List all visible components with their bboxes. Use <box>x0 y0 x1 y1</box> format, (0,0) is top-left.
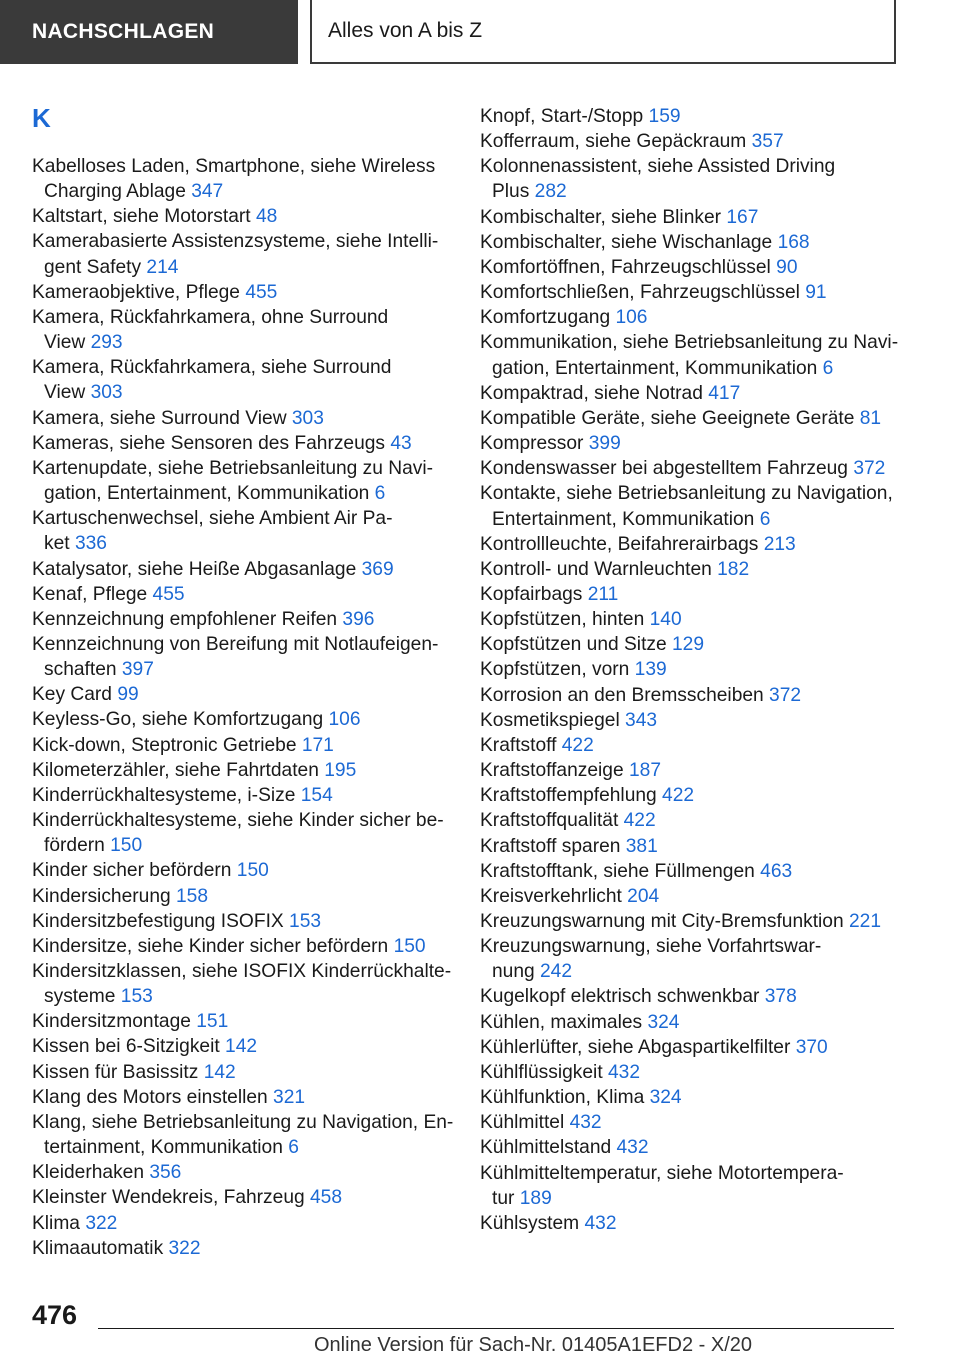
footer-divider <box>98 1328 894 1329</box>
entry-text: systeme <box>44 986 121 1008</box>
section-tab[interactable]: NACHSCHLAGEN <box>0 0 298 64</box>
page-reference-link[interactable]: 150 <box>110 835 143 857</box>
entry-text: Kombischalter, siehe Wischanlage <box>480 231 778 253</box>
page-reference-link[interactable]: 303 <box>291 407 324 429</box>
index-entry <box>32 783 452 808</box>
index-entry <box>32 858 452 883</box>
entry-text: Kopfstützen, vorn <box>480 659 635 681</box>
index-column-right <box>480 104 910 1236</box>
index-entry <box>480 230 910 255</box>
index-entry <box>32 1211 452 1236</box>
page-reference-link[interactable]: 139 <box>634 659 667 681</box>
entry-text: Kopfstützen und Sitze <box>480 634 672 656</box>
entry-text: Kameraobjektive, Pflege <box>32 281 246 303</box>
entry-text: Kosmetikspiegel <box>480 709 626 731</box>
index-entry <box>480 129 910 154</box>
entry-text: Kontakte, siehe Betriebsanleitung zu Navigation, <box>480 483 893 505</box>
entry-text: Kraftstoffanzeige <box>480 760 629 782</box>
entry-text: Komfortöffnen, Fahrzeugschlüssel <box>480 256 777 278</box>
index-entry <box>32 758 452 783</box>
index-entry <box>480 632 910 657</box>
entry-text: Kommunikation, siehe Betriebsanleitung zu Navi- <box>480 332 899 354</box>
chapter-title: Alles von A bis Z <box>310 0 896 64</box>
entry-text: Komfortzugang <box>480 307 616 329</box>
index-entry <box>480 1161 910 1211</box>
entry-text: Kompressor <box>480 433 589 455</box>
index-entry <box>480 305 910 330</box>
page-reference-link[interactable]: 356 <box>149 1162 182 1184</box>
page-reference-link[interactable]: 293 <box>90 332 123 354</box>
page-reference-link[interactable]: 151 <box>196 1011 229 1033</box>
entry-text: Klang des Motors einstellen <box>32 1086 274 1108</box>
index-entry <box>32 959 452 1009</box>
entry-text: Kindersitze, siehe Kinder sicher befördern <box>32 935 394 957</box>
index-entry <box>480 1060 910 1085</box>
page-reference-link[interactable]: 99 <box>117 684 139 706</box>
page-reference-link[interactable]: 140 <box>649 609 682 631</box>
page-reference-link[interactable]: 282 <box>534 181 567 203</box>
index-entry <box>32 582 452 607</box>
index-entry <box>480 456 910 481</box>
entry-text: fördern <box>44 835 111 857</box>
page-reference-link[interactable]: 397 <box>121 659 154 681</box>
index-entry <box>32 1009 452 1034</box>
entry-text: tur <box>492 1187 520 1209</box>
page-reference-link[interactable]: 159 <box>648 106 681 127</box>
entry-text: Kissen für Basissitz <box>32 1061 204 1083</box>
page-reference-link[interactable]: 422 <box>561 734 594 756</box>
index-entry <box>32 707 452 732</box>
page-reference-link[interactable]: 150 <box>393 935 426 957</box>
page-reference-link[interactable]: 182 <box>717 558 750 580</box>
index-entry <box>480 1110 910 1135</box>
entry-text: Kompaktrad, siehe Notrad <box>480 382 709 404</box>
page-reference-link[interactable]: 455 <box>152 583 185 605</box>
entry-text: Kamera, siehe Surround View <box>32 407 292 429</box>
index-list-left <box>32 154 452 1261</box>
page-reference-link[interactable]: 153 <box>289 910 322 932</box>
index-entry <box>32 1085 452 1110</box>
page-reference-link[interactable]: 396 <box>342 608 375 630</box>
index-entry <box>480 532 910 557</box>
index-entry <box>32 355 452 405</box>
index-entry <box>480 1211 910 1236</box>
page-reference-link[interactable]: 455 <box>245 281 278 303</box>
entry-text: Entertainment, Kommunikation <box>492 508 760 530</box>
index-entry <box>32 1236 452 1261</box>
entry-text: Klimaautomatik <box>32 1237 169 1259</box>
page-reference-link[interactable]: 189 <box>519 1187 552 1209</box>
index-entry <box>480 481 910 531</box>
entry-text: nung <box>492 961 541 983</box>
entry-text: Klima <box>32 1212 86 1234</box>
entry-text: Kinderrückhaltesysteme, siehe Kinder sicher be- <box>32 810 444 832</box>
page-reference-link[interactable]: 48 <box>255 206 278 228</box>
entry-text: Kontroll- und Warnleuchten <box>480 558 718 580</box>
page-reference-link[interactable]: 90 <box>776 256 798 278</box>
page-reference-link[interactable]: 43 <box>390 432 412 454</box>
index-entry <box>480 104 910 129</box>
index-entry <box>32 909 452 934</box>
entry-text: Charging Ablage <box>44 181 192 203</box>
entry-text: Kamera, Rückfahrkamera, ohne Surround <box>32 306 389 328</box>
index-entry <box>32 280 452 305</box>
entry-text: Kick-down, Steptronic Getriebe <box>32 734 302 756</box>
entry-text: Klang, siehe Betriebsanleitung zu Navigation, En- <box>32 1111 454 1133</box>
page-reference-link[interactable]: 171 <box>301 734 334 756</box>
entry-text: gent Safety <box>44 256 147 278</box>
entry-text: Kindersitzklassen, siehe ISOFIX Kinderrückhalte- <box>32 961 452 982</box>
page-reference-link[interactable]: 372 <box>853 458 886 480</box>
index-entry <box>480 431 910 456</box>
index-letter-heading: K <box>32 103 51 133</box>
page-reference-link[interactable]: 432 <box>607 1061 640 1083</box>
index-entry <box>480 733 910 758</box>
index-entry <box>32 431 452 456</box>
entry-text: Keyless-Go, siehe Komfortzugang <box>32 709 329 731</box>
index-entry <box>480 607 910 632</box>
index-entry <box>480 406 910 431</box>
page-reference-link[interactable]: 303 <box>90 382 123 404</box>
index-entry <box>32 557 452 582</box>
index-entry <box>480 859 910 884</box>
page-reference-link[interactable]: 322 <box>168 1237 201 1259</box>
entry-text: Kreisverkehrlicht <box>480 885 628 907</box>
page-reference-link[interactable]: 336 <box>74 533 107 555</box>
index-entry <box>32 808 452 858</box>
page-reference-link[interactable]: 422 <box>623 810 656 832</box>
index-entry <box>480 657 910 682</box>
index-entry <box>32 733 452 758</box>
entry-text: Kindersitzbefestigung ISOFIX <box>32 910 290 932</box>
index-entry <box>480 1135 910 1160</box>
entry-text: Kühlmitteltemperatur, siehe Motortempera- <box>480 1162 844 1184</box>
index-entry <box>32 884 452 909</box>
entry-text: Kenaf, Pflege <box>32 583 153 605</box>
page-reference-link[interactable]: 204 <box>627 885 660 907</box>
entry-text: Kamerabasierte Assistenzsysteme, siehe Intelli- <box>32 231 439 253</box>
page-reference-link[interactable]: 324 <box>649 1087 682 1109</box>
entry-text: Kraftstoffempfehlung <box>480 785 663 807</box>
entry-text: schaften <box>44 659 122 681</box>
entry-text: Kartenupdate, siehe Betriebsanleitung zu Navi- <box>32 457 434 479</box>
page-reference-link[interactable]: 357 <box>751 131 784 153</box>
entry-text: Kleinster Wendekreis, Fahrzeug <box>32 1187 310 1209</box>
entry-text: Kindersitzmontage <box>32 1011 197 1033</box>
index-entry <box>32 934 452 959</box>
page-reference-link[interactable]: 213 <box>763 533 796 555</box>
page-reference-link[interactable]: 6 <box>822 357 834 379</box>
page-reference-link[interactable]: 168 <box>777 231 810 253</box>
entry-text: Kindersicherung <box>32 885 176 907</box>
index-column-left <box>32 100 452 1261</box>
entry-text: View <box>44 332 91 354</box>
page-reference-link[interactable]: 432 <box>616 1137 649 1159</box>
index-entry <box>480 1085 910 1110</box>
entry-text: Kühlsystem <box>480 1212 585 1234</box>
page-reference-link[interactable]: 381 <box>625 835 658 857</box>
entry-text: Plus <box>492 181 535 203</box>
entry-text: Kontrollleuchte, Beifahrerairbags <box>480 533 764 555</box>
index-entry <box>32 1185 452 1210</box>
index-entry <box>32 1110 452 1160</box>
index-entry <box>480 582 910 607</box>
index-entry <box>32 1060 452 1085</box>
index-entry <box>480 280 910 305</box>
entry-text: Kolonnenassistent, siehe Assisted Driving <box>480 156 836 178</box>
page-reference-link[interactable]: 142 <box>225 1036 258 1058</box>
page-reference-link[interactable]: 422 <box>662 785 695 807</box>
entry-text: Kopfairbags <box>480 583 588 605</box>
index-entry <box>32 154 452 204</box>
entry-text: Kennzeichnung empfohlener Reifen <box>32 608 343 630</box>
entry-text: Kleiderhaken <box>32 1162 150 1184</box>
entry-text: Knopf, Start-/Stopp <box>480 106 649 127</box>
index-list-right <box>480 104 910 1236</box>
page-reference-link[interactable]: 372 <box>769 684 802 706</box>
entry-text: Kühlerlüfter, siehe Abgaspartikelfilter <box>480 1036 796 1058</box>
page-reference-link[interactable]: 195 <box>324 759 357 781</box>
entry-text: Kaltstart, siehe Motorstart <box>32 206 256 228</box>
page-reference-link[interactable]: 106 <box>328 709 361 731</box>
index-entry <box>32 506 452 556</box>
index-entry <box>480 154 910 204</box>
index-entry <box>32 607 452 632</box>
entry-text: Kamera, Rückfahrkamera, siehe Surround <box>32 357 392 379</box>
entry-text: Kartuschenwechsel, siehe Ambient Air Pa- <box>32 508 393 530</box>
entry-text: tertainment, Kommunikation <box>44 1137 289 1159</box>
index-entry <box>32 305 452 355</box>
index-entry <box>32 406 452 431</box>
index-entry <box>480 984 910 1009</box>
index-entry <box>480 758 910 783</box>
entry-text: Katalysator, siehe Heiße Abgasanlage <box>32 558 362 580</box>
entry-text: gation, Entertainment, Kommunikation <box>492 357 823 379</box>
page-reference-link[interactable]: 150 <box>236 860 269 882</box>
entry-text: Kreuzungswarnung, siehe Vorfahrtswar- <box>480 936 822 958</box>
entry-text: View <box>44 382 91 404</box>
entry-text: Kopfstützen, hinten <box>480 609 650 631</box>
index-entry <box>480 934 910 984</box>
page-reference-link[interactable]: 458 <box>310 1187 343 1209</box>
entry-text: Kofferraum, siehe Gepäckraum <box>480 131 752 153</box>
index-entry <box>480 255 910 280</box>
page-header <box>0 0 960 66</box>
page-number: 476 <box>32 1300 78 1330</box>
page-reference-link[interactable]: 378 <box>764 986 797 1008</box>
index-entry <box>32 682 452 707</box>
page-reference-link[interactable]: 321 <box>273 1086 306 1108</box>
entry-text: Kabelloses Laden, Smartphone, siehe Wireless <box>32 156 436 177</box>
index-entry <box>480 884 910 909</box>
page-reference-link[interactable]: 370 <box>795 1036 828 1058</box>
index-entry <box>32 456 452 506</box>
page-reference-link[interactable]: 167 <box>726 206 759 228</box>
entry-text: Kreuzungswarnung mit City-Bremsfunktion <box>480 911 849 932</box>
page-reference-link[interactable]: 432 <box>584 1212 617 1234</box>
footer-version-text: Online Version für Sach-Nr. 01405A1EFD2 - X/20 <box>314 1334 753 1356</box>
entry-text: Kilometerzähler, siehe Fahrtdaten <box>32 759 325 781</box>
entry-text: Kennzeichnung von Bereifung mit Notlaufeigen- <box>32 633 439 655</box>
page-reference-link[interactable]: 211 <box>587 583 619 605</box>
entry-text: Kraftstoff sparen <box>480 835 626 857</box>
entry-text: Kugelkopf elektrisch schwenkbar <box>480 986 765 1008</box>
page-reference-link[interactable]: 432 <box>569 1112 602 1134</box>
entry-text: Kraftstoffqualität <box>480 810 624 832</box>
page-reference-link[interactable]: 417 <box>708 382 741 404</box>
entry-text: Kissen bei 6-Sitzigkeit <box>32 1036 226 1058</box>
entry-text: Korrosion an den Bremsscheiben <box>480 684 770 706</box>
page-reference-link[interactable]: 221 <box>848 911 881 932</box>
page-reference-link[interactable]: 6 <box>759 508 771 530</box>
index-entry <box>480 909 910 934</box>
page-reference-link[interactable]: 347 <box>191 181 224 203</box>
entry-text: Kühlen, maximales <box>480 1011 648 1033</box>
page-reference-link[interactable]: 6 <box>374 483 386 505</box>
page-reference-link[interactable]: 6 <box>288 1137 299 1159</box>
page-reference-link[interactable]: 214 <box>146 256 179 278</box>
entry-text: Kraftstofftank, siehe Füllmengen <box>480 860 761 882</box>
index-entry <box>32 204 452 229</box>
page-reference-link[interactable]: 369 <box>361 558 394 580</box>
page-reference-link[interactable]: 399 <box>588 433 621 455</box>
entry-text: Kinderrückhaltesysteme, i-Size <box>32 784 301 806</box>
entry-text: Key Card <box>32 684 118 706</box>
entry-text: Kühlflüssigkeit <box>480 1061 608 1083</box>
page-reference-link[interactable]: 463 <box>760 860 793 882</box>
index-entry <box>480 834 910 859</box>
index-entry <box>32 1034 452 1059</box>
page-reference-link[interactable]: 153 <box>120 986 153 1008</box>
page-reference-link[interactable]: 91 <box>805 282 827 304</box>
index-entry <box>480 683 910 708</box>
entry-text: Kondenswasser bei abgestelltem Fahrzeug <box>480 458 854 480</box>
index-entry <box>480 330 910 380</box>
page-reference-link[interactable]: 343 <box>625 709 658 731</box>
entry-text: gation, Entertainment, Kommunikation <box>44 483 375 505</box>
entry-text: Komfortschließen, Fahrzeugschlüssel <box>480 282 806 304</box>
entry-text: ket <box>44 533 75 555</box>
index-entry <box>32 1160 452 1185</box>
index-entry <box>480 557 910 582</box>
page-reference-link[interactable]: 129 <box>672 634 705 656</box>
page-reference-link[interactable]: 324 <box>647 1011 680 1033</box>
entry-text: Kompatible Geräte, siehe Geeignete Geräte <box>480 407 860 429</box>
entry-text: Kühlfunktion, Klima <box>480 1087 650 1109</box>
page-reference-link[interactable]: 142 <box>203 1061 236 1083</box>
index-entry <box>480 205 910 230</box>
index-entry <box>480 1010 910 1035</box>
page-reference-link[interactable]: 154 <box>300 784 333 806</box>
entry-text: Kraftstoff <box>480 734 562 756</box>
index-entry <box>32 229 452 279</box>
entry-text: Kühlmittelstand <box>480 1137 617 1159</box>
index-entry <box>480 708 910 733</box>
page-reference-link[interactable]: 242 <box>540 961 573 983</box>
index-entry <box>480 381 910 406</box>
page-reference-link[interactable]: 81 <box>859 407 882 429</box>
entry-text: Kombischalter, siehe Blinker <box>480 206 727 228</box>
page-reference-link[interactable]: 322 <box>85 1212 118 1234</box>
index-entry <box>480 783 910 808</box>
index-entry <box>480 808 910 833</box>
index-entry <box>32 632 452 682</box>
entry-text: Kinder sicher befördern <box>32 860 237 882</box>
page-reference-link[interactable]: 187 <box>628 760 661 782</box>
index-entry <box>480 1035 910 1060</box>
page-reference-link[interactable]: 158 <box>176 885 209 907</box>
entry-text: Kühlmittel <box>480 1112 570 1134</box>
entry-text: Kameras, siehe Sensoren des Fahrzeugs <box>32 432 391 454</box>
page-reference-link[interactable]: 106 <box>615 307 648 329</box>
